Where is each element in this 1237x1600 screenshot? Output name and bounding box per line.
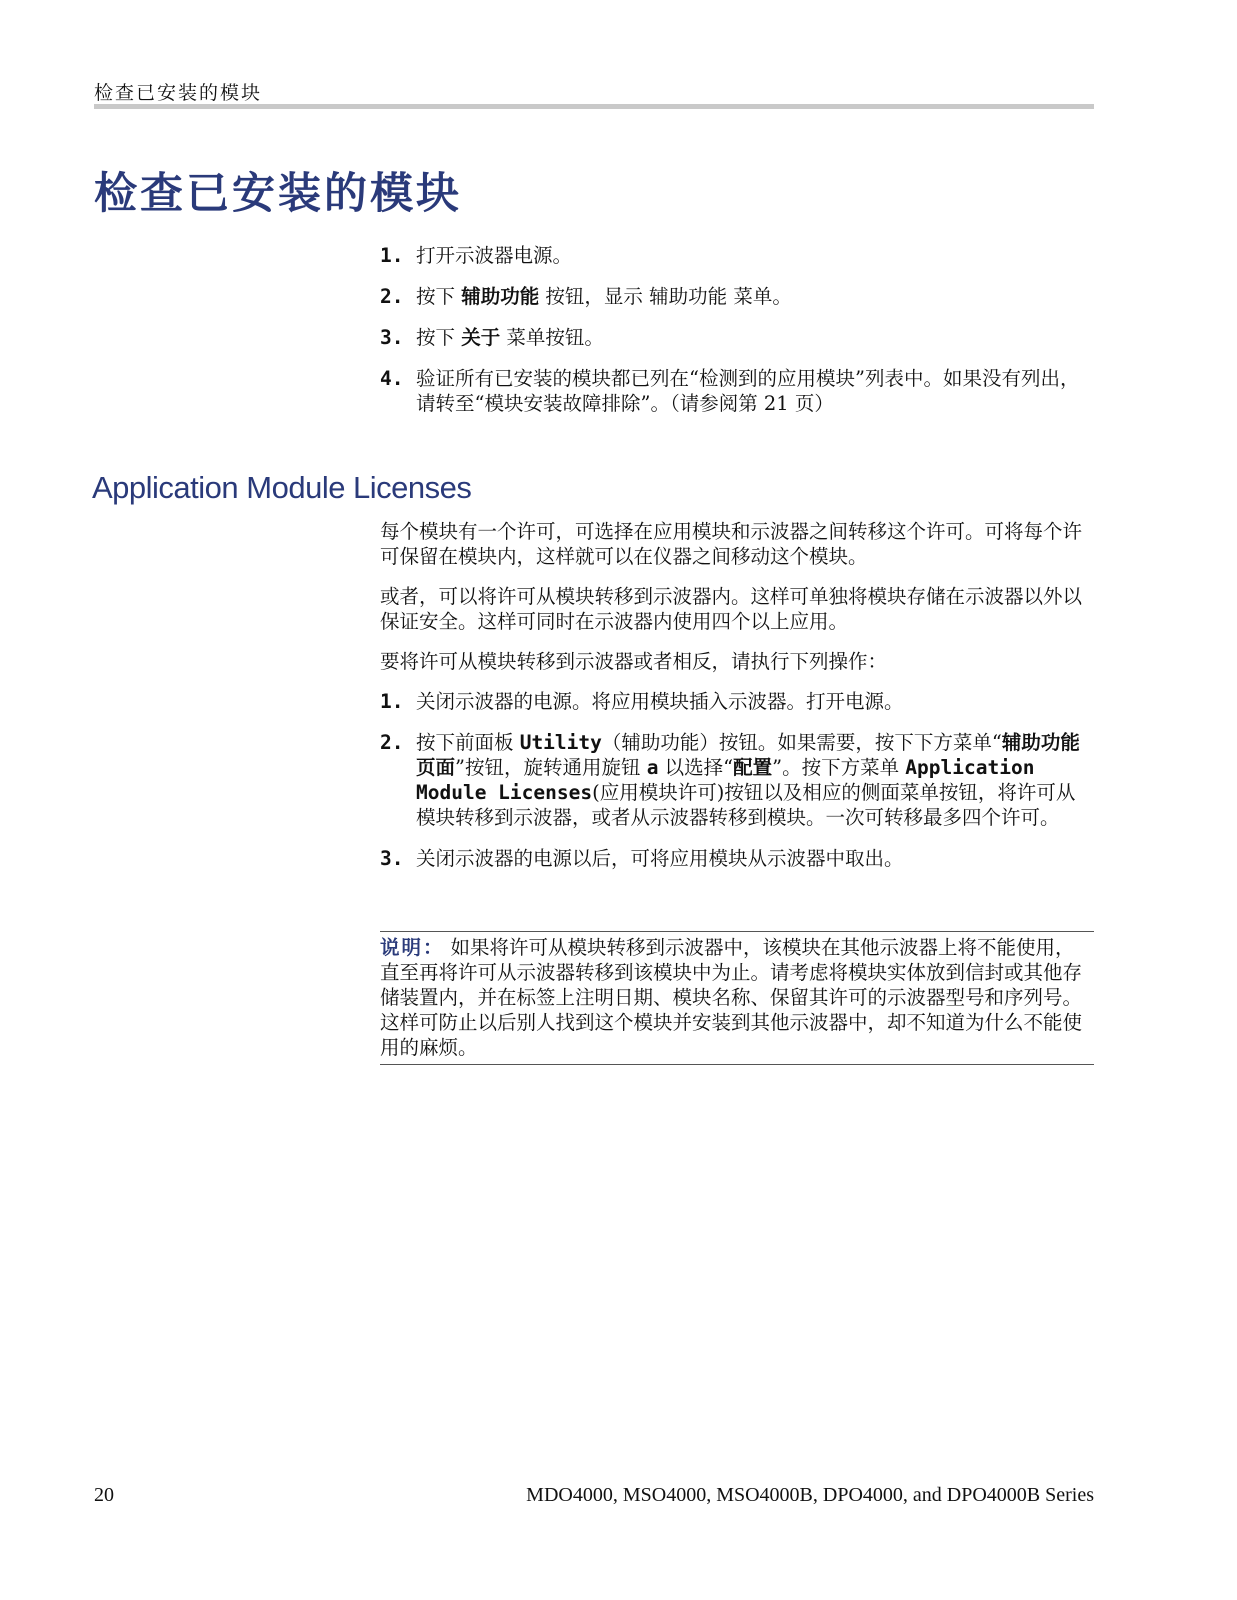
footer-product-series: MDO4000, MSO4000, MSO4000B, DPO4000, and DPO4000B Series [526, 1484, 1094, 1506]
step-number: 1. [380, 244, 404, 267]
list-item [380, 284, 1094, 309]
step-number: 3. [380, 326, 404, 349]
utility-label: Utility [519, 731, 602, 754]
step-text: ”。按下方菜单 [772, 756, 906, 779]
note-box [380, 931, 1094, 1065]
list-item [380, 730, 1094, 830]
step-text: （辅助功能）按钮。如果需要，按下下方菜单“ [601, 731, 1002, 754]
application-module-licenses-label: Application Module Licenses [416, 756, 1035, 804]
step-number: 4. [380, 367, 404, 390]
licenses-paragraph-3: 要将许可从模块转移到示波器或者相反，请执行下列操作： [380, 650, 888, 673]
about-button-label: 关于 [461, 326, 501, 349]
step-text: 按下前面板 [416, 731, 520, 754]
licenses-paragraph-1: 每个模块有一个许可，可选择在应用模块和示波器之间转移这个许可。可将每个许可保留在模块内，这样就可以在仪器之间移动这个模块。 [380, 520, 1083, 568]
knob-a-label: a [646, 756, 659, 779]
header-rule [94, 104, 1094, 109]
utility-page-label: 辅助功能页面 [416, 731, 1080, 779]
utility-button-label: 辅助功能 [461, 285, 540, 308]
step-number: 2. [380, 285, 404, 308]
licenses-body [380, 519, 1094, 887]
running-header: 检查已安装的模块 [94, 82, 263, 104]
step-text: 关闭示波器的电源以后，可将应用模块从示波器中取出。 [416, 847, 904, 870]
note-label: 说明： [380, 936, 445, 959]
step-text: 打开示波器电源。 [416, 244, 573, 267]
step-text: (应用模块许可)按钮以及相应的侧面菜单按钮，将许可从模块转移到示波器，或者从示波器转移到模块。一次可转移最多四个许可。 [416, 781, 1076, 829]
note-text: 如果将许可从模块转移到示波器中，该模块在其他示波器上将不能使用，直至再将许可从示波器转移到该模块中为止。请考虑将模块实体放到信封或其他存储装置内，并在标签上注明日期、模块名称、保留其许可的示波器型号和序列号。这样可防止以后别人找到这个模块并安装到其他示波器中，却不知道为什么不能使用的麻烦。 [380, 936, 1083, 1059]
list-item [380, 325, 1094, 350]
step-text-pre: 按下 [416, 285, 462, 308]
check-modules-steps [380, 243, 1094, 432]
section-title-application-module-licenses: Application Module Licenses [92, 470, 472, 505]
step-number: 2. [380, 731, 404, 754]
config-label: 配置 [733, 756, 773, 779]
list-item [380, 366, 1094, 416]
step-text-post: 按钮，显示 辅助功能 菜单。 [539, 285, 792, 308]
section-title-check-modules: 检查已安装的模块 [94, 169, 462, 219]
list-item [380, 846, 1094, 871]
step-text-pre: 按下 [416, 326, 462, 349]
step-number: 3. [380, 847, 404, 870]
step-number: 1. [380, 690, 404, 713]
step-text: ”按钮，旋转通用旋钮 [455, 756, 647, 779]
step-text-post: 菜单按钮。 [500, 326, 604, 349]
step-text: 以选择“ [658, 756, 734, 779]
list-item [380, 689, 1094, 714]
list-item [380, 243, 1094, 268]
step-text: 关闭示波器的电源。将应用模块插入示波器。打开电源。 [416, 690, 904, 713]
page-number: 20 [94, 1484, 114, 1506]
licenses-paragraph-2: 或者，可以将许可从模块转移到示波器内。这样可单独将模块存储在示波器以外以保证安全。这样可同时在示波器内使用四个以上应用。 [380, 585, 1083, 633]
step-text: 验证所有已安装的模块都已列在“检测到的应用模块”列表中。如果没有列出，请转至“模块安装故障排除”。（请参阅第 21 页） [416, 367, 1080, 415]
